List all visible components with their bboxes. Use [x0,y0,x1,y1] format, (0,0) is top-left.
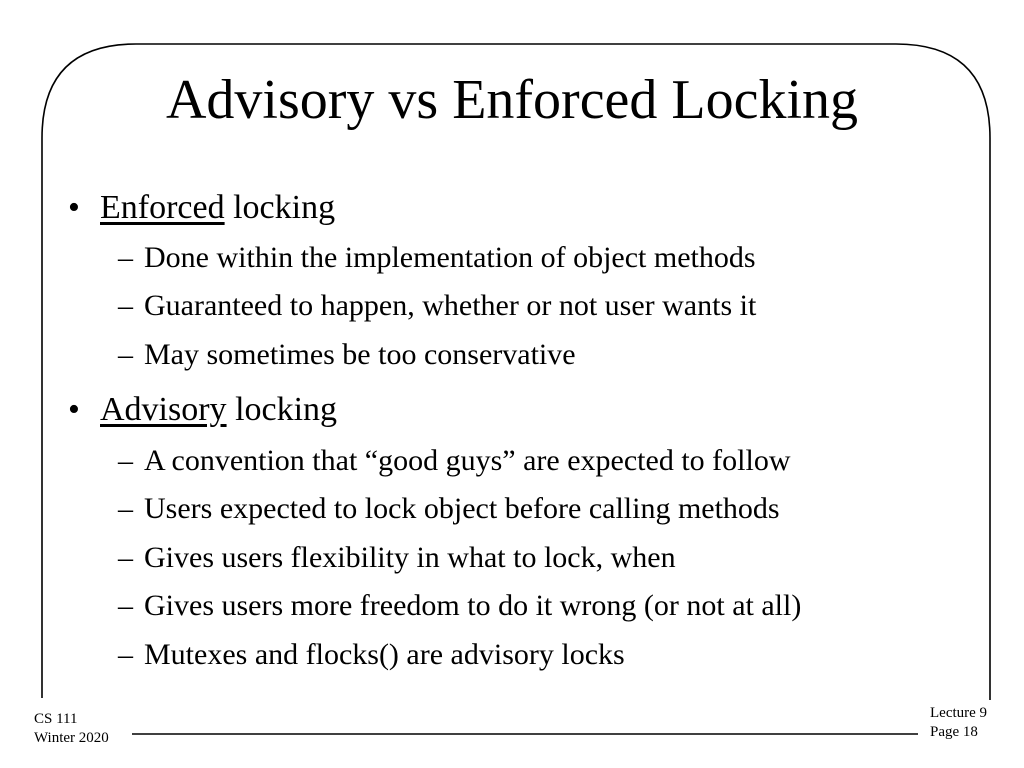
bullet-advisory [68,390,337,430]
dash-marker: – [118,492,133,525]
bullet-enforced [68,188,335,228]
dash-marker: – [118,338,133,371]
sub-item [118,540,676,576]
sub-item [118,491,780,527]
dash-marker: – [118,541,133,574]
dash-marker: – [118,589,133,622]
bullet-keyword: Advisory [100,391,227,428]
dash-marker: – [118,289,133,322]
sub-item [118,240,756,276]
sub-item-text: Mutexes and flocks() are advisory locks [144,638,625,671]
dash-marker: – [118,444,133,477]
sub-item-text: Gives users flexibility in what to lock, when [144,541,676,574]
footer-course: CS 111 [34,711,78,727]
bullet-keyword: Enforced [100,189,225,226]
sub-item [118,588,801,624]
bullet-dot: • [68,189,80,226]
footer-course-info [34,710,109,748]
footer-term: Winter 2020 [34,730,109,746]
dash-marker: – [118,241,133,274]
slide-title: Advisory vs Enforced Locking [165,69,859,131]
footer-lecture-info [930,704,987,742]
sub-item [118,637,625,673]
sub-item [118,443,790,479]
bullet-text: locking [226,391,338,428]
sub-item-text: Users expected to lock object before calling methods [144,492,780,525]
footer-lecture: Lecture 9 [930,705,988,721]
bullet-text: locking [224,189,336,226]
bullet-dot: • [68,391,80,428]
sub-item [118,288,756,324]
sub-item-text: May sometimes be too conservative [144,338,576,371]
sub-item-text: Gives users more freedom to do it wrong (or not at all) [144,589,802,622]
footer-page: Page 18 [930,724,978,740]
dash-marker: – [118,638,133,671]
sub-item [118,337,576,373]
sub-item-text: Guaranteed to happen, whether or not user wants it [144,289,757,322]
sub-item-text: A convention that “good guys” are expected to follow [144,444,791,477]
sub-item-text: Done within the implementation of object methods [144,241,756,274]
